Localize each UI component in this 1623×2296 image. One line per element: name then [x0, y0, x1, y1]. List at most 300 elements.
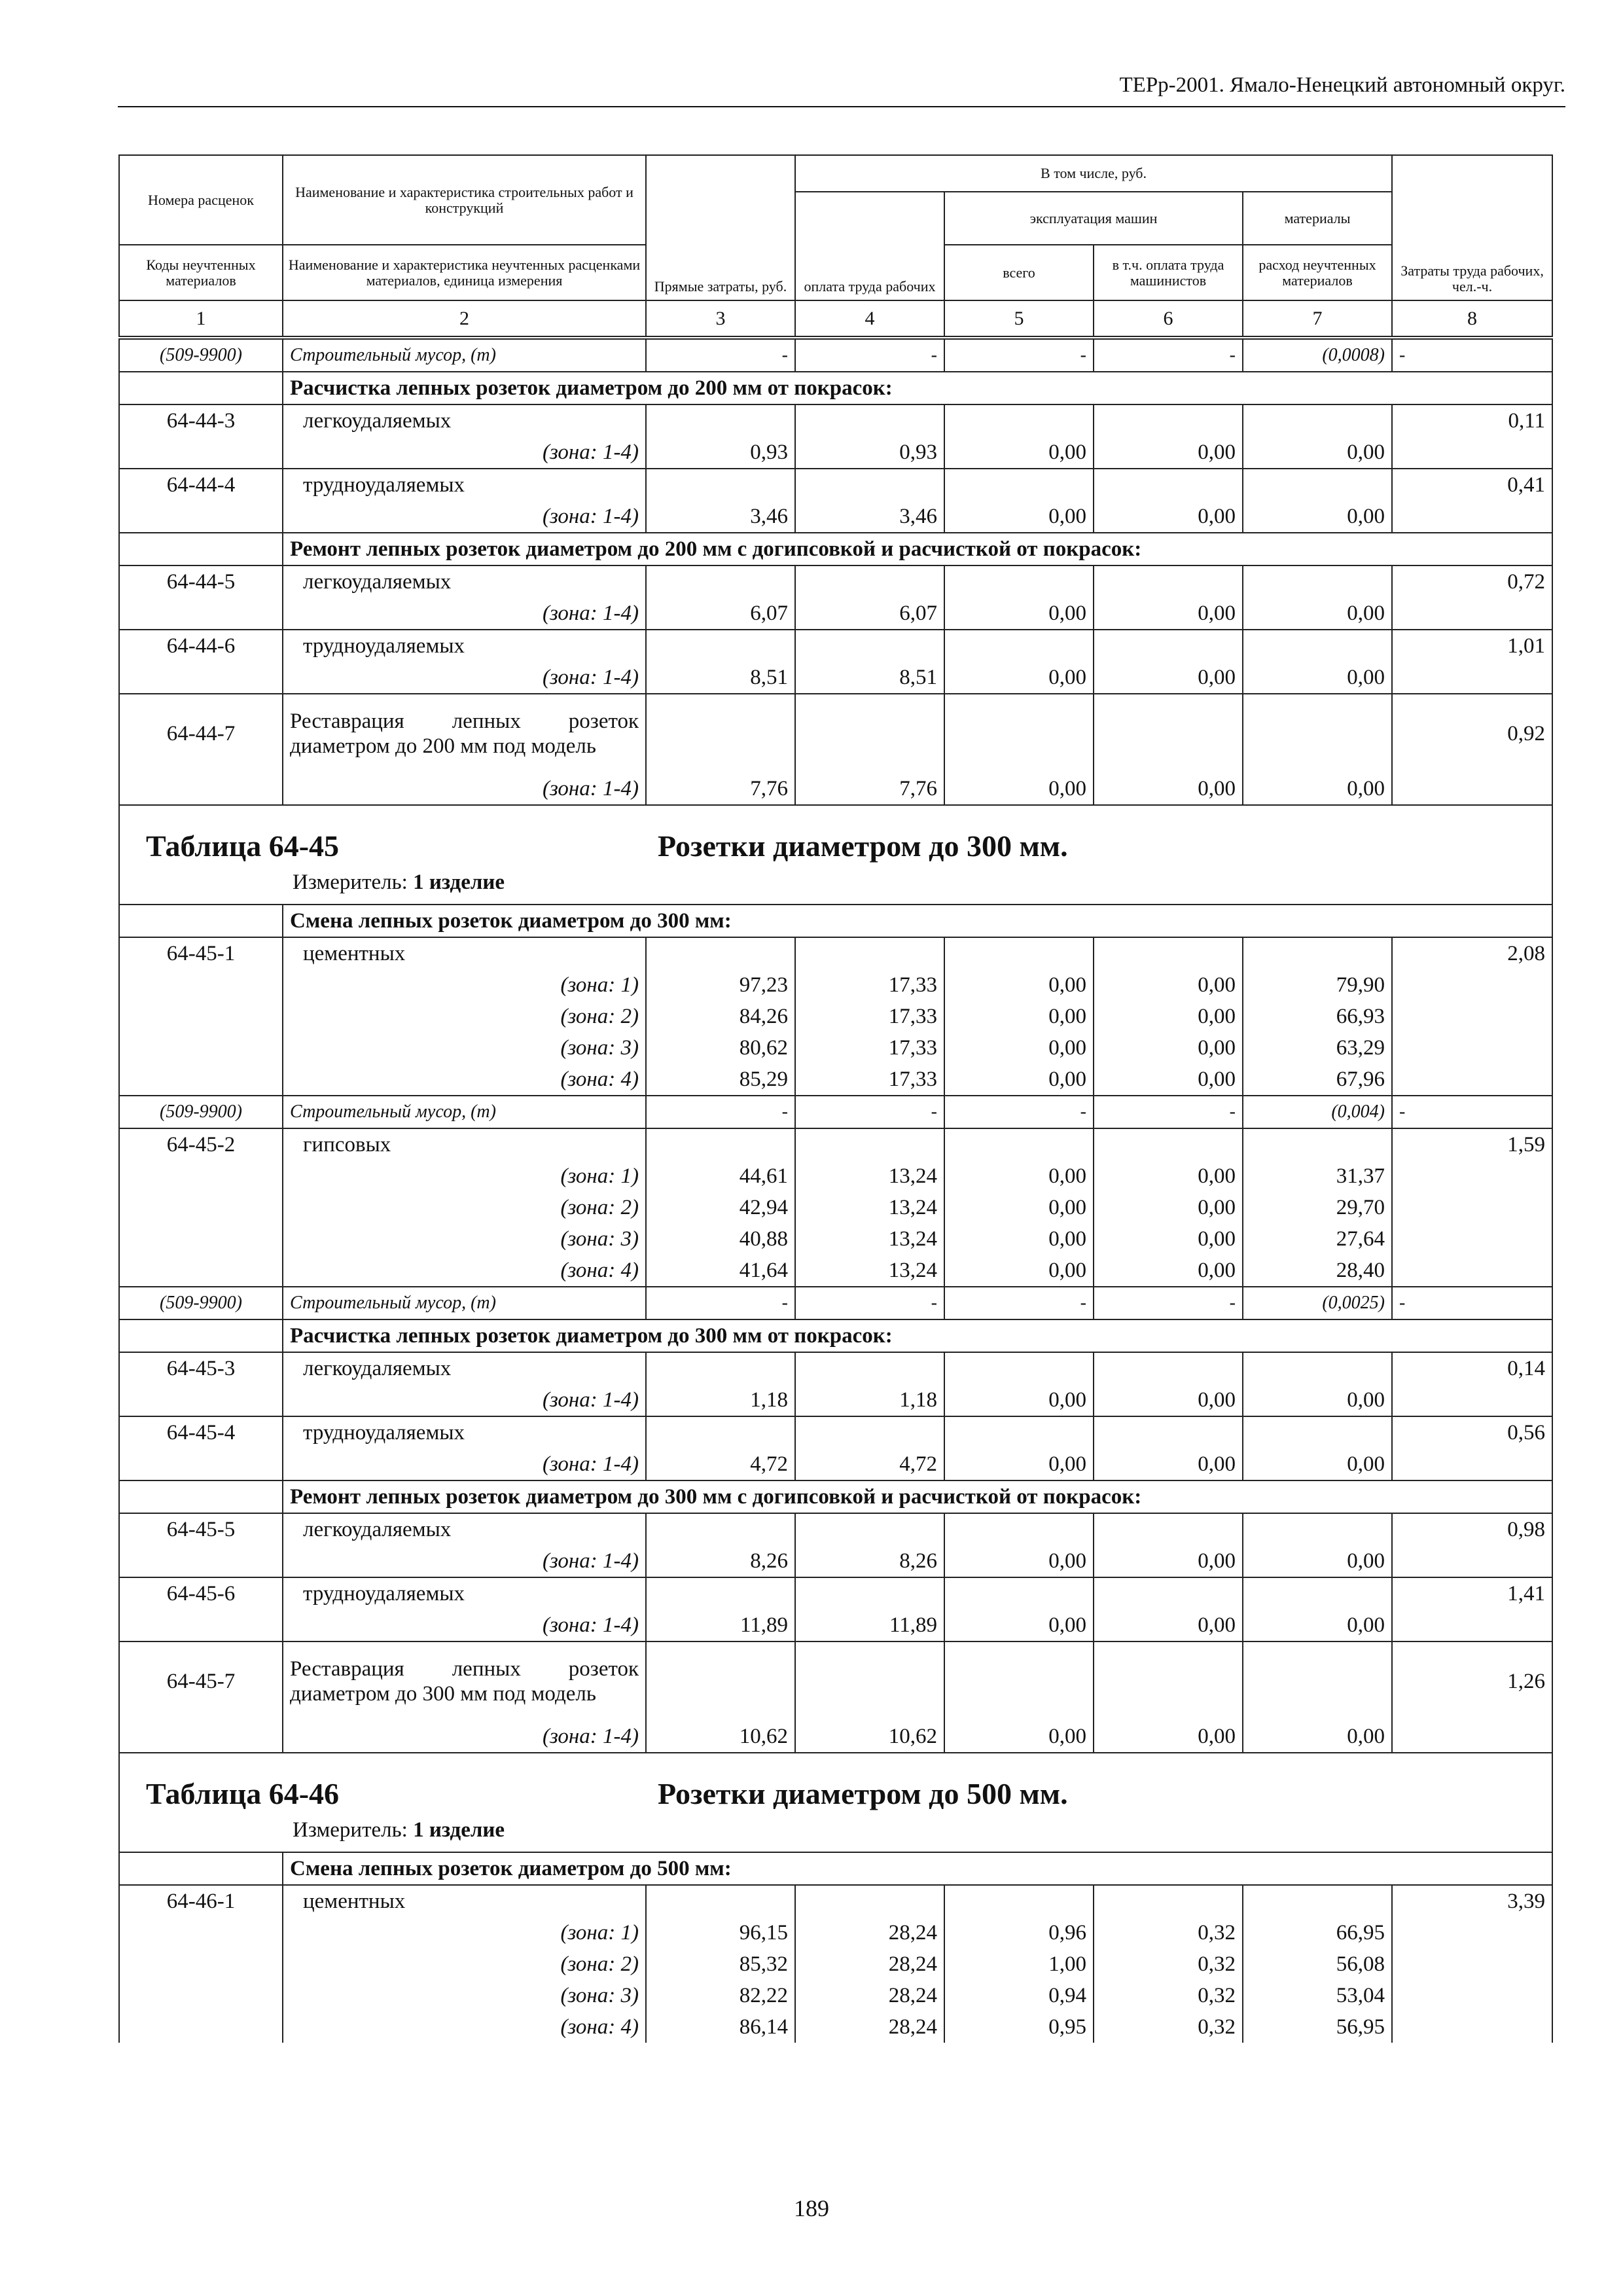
cell-material-use: 27,64: [1243, 1223, 1392, 1255]
empty-cell: [1243, 937, 1392, 969]
table-row: [119, 598, 1552, 630]
zone-label: (зона: 1-4): [283, 501, 646, 533]
rate-code: 64-44-6: [119, 630, 283, 662]
zone-label: (зона: 1-4): [283, 662, 646, 694]
empty-cell: [119, 372, 283, 404]
empty-cell: [1243, 694, 1392, 773]
cell-machines: 0,00: [944, 773, 1094, 805]
page-number: 189: [794, 2195, 829, 2221]
measure-value: 1 изделие: [413, 870, 505, 894]
empty-cell: [795, 1885, 944, 1917]
section-heading: Смена лепных розеток диаметром до 300 мм:: [283, 905, 1552, 937]
empty-cell: [1392, 1948, 1552, 1980]
table-row: [119, 339, 1552, 372]
cell-labor: 0,72: [1392, 565, 1552, 598]
zone-label: (зона: 1-4): [283, 1448, 646, 1480]
material-code: (509-9900): [119, 339, 283, 372]
cell-direct: 97,23: [646, 969, 795, 1001]
empty-cell: [119, 1255, 283, 1287]
col-number: 5: [944, 300, 1094, 336]
table-row: [119, 1641, 1552, 1721]
cell-worker-pay: -: [795, 1096, 944, 1128]
table-row: [119, 1192, 1552, 1223]
cell-machines: 0,95: [944, 2011, 1094, 2043]
section-heading-row: [119, 1319, 1552, 1352]
empty-cell: [119, 1545, 283, 1577]
rate-code: 64-45-1: [119, 937, 283, 969]
col-machines-group: эксплуатация машин: [944, 192, 1243, 245]
table-row: [119, 437, 1552, 469]
empty-cell: [1392, 1160, 1552, 1192]
cell-worker-pay: 17,33: [795, 969, 944, 1001]
zone-label: (зона: 4): [283, 1255, 646, 1287]
empty-cell: [1243, 469, 1392, 501]
empty-cell: [119, 969, 283, 1001]
table-title: Таблица 64-45: [146, 829, 340, 863]
empty-cell: [119, 2011, 283, 2043]
cell-worker-pay: 10,62: [795, 1721, 944, 1753]
cell-worker-pay: -: [795, 339, 944, 372]
rate-name: трудноудаляемых: [283, 469, 646, 501]
empty-cell: [119, 1448, 283, 1480]
rate-name: легкоудаляемых: [283, 1352, 646, 1384]
empty-cell: [119, 1852, 283, 1885]
table-row: [119, 969, 1552, 1001]
empty-cell: [944, 1641, 1094, 1721]
zone-label: (зона: 1-4): [283, 1384, 646, 1416]
rate-name: Реставрация лепных розеток диаметром до 300 мм под модель: [283, 1641, 646, 1721]
cell-direct: 84,26: [646, 1001, 795, 1032]
empty-cell: [119, 1480, 283, 1513]
table-row: [119, 662, 1552, 694]
cell-direct: -: [646, 1287, 795, 1319]
cell-direct: 86,14: [646, 2011, 795, 2043]
table-row: [119, 1513, 1552, 1545]
empty-cell: [1094, 1352, 1243, 1384]
col-codes: Коды неучтенных материалов: [119, 245, 283, 300]
cell-machinist-pay: -: [1094, 1287, 1243, 1319]
cell-direct: 10,62: [646, 1721, 795, 1753]
table-measure: [293, 1819, 505, 1841]
cell-worker-pay: 17,33: [795, 1032, 944, 1064]
cell-machines: 0,00: [944, 969, 1094, 1001]
column-header-table: [118, 154, 1553, 337]
table-row: [119, 1096, 1552, 1128]
cell-material-use: 0,00: [1243, 1448, 1392, 1480]
col-unaccounted-materials: расход неучтенных материалов: [1243, 245, 1392, 300]
cell-labor: -: [1392, 1287, 1552, 1319]
cell-direct: 7,76: [646, 773, 795, 805]
table-row: [119, 565, 1552, 598]
table-row: [119, 1545, 1552, 1577]
empty-cell: [1094, 1577, 1243, 1609]
cell-direct: 8,51: [646, 662, 795, 694]
col-labor-costs: Затраты труда рабочих, чел.-ч.: [1392, 155, 1552, 300]
cell-machines: 0,00: [944, 1064, 1094, 1096]
empty-cell: [1392, 969, 1552, 1001]
zone-label: (зона: 3): [283, 1032, 646, 1064]
empty-cell: [944, 404, 1094, 437]
cell-machines: 0,00: [944, 662, 1094, 694]
table-row: [119, 1609, 1552, 1641]
cell-direct: 42,94: [646, 1192, 795, 1223]
cell-machines: 0,00: [944, 1255, 1094, 1287]
section-heading-row: [119, 1480, 1552, 1513]
cell-machinist-pay: 0,00: [1094, 1192, 1243, 1223]
table-description: Розетки диаметром до 500 мм.: [658, 1777, 1068, 1810]
cell-machinist-pay: 0,00: [1094, 1721, 1243, 1753]
table-row: [119, 469, 1552, 501]
table-row: [119, 501, 1552, 533]
rate-name: трудноудаляемых: [283, 630, 646, 662]
cell-material-use: 0,00: [1243, 662, 1392, 694]
cell-labor: 1,01: [1392, 630, 1552, 662]
cell-worker-pay: 28,24: [795, 1980, 944, 2011]
empty-cell: [1392, 1721, 1552, 1753]
cell-machinist-pay: 0,00: [1094, 1064, 1243, 1096]
table-row: [119, 1255, 1552, 1287]
empty-cell: [795, 404, 944, 437]
empty-cell: [944, 1577, 1094, 1609]
empty-cell: [1392, 1448, 1552, 1480]
rates-table: [118, 338, 1553, 2043]
empty-cell: [1392, 1980, 1552, 2011]
cell-material-use: 63,29: [1243, 1032, 1392, 1064]
empty-cell: [1392, 1192, 1552, 1223]
table-row: [119, 1980, 1552, 2011]
table-row: [119, 1917, 1552, 1948]
empty-cell: [1243, 630, 1392, 662]
empty-cell: [646, 1641, 795, 1721]
cell-direct: 4,72: [646, 1448, 795, 1480]
section-heading-row: [119, 533, 1552, 565]
cell-machinist-pay: 0,00: [1094, 1609, 1243, 1641]
cell-direct: -: [646, 339, 795, 372]
zone-label: (зона: 1-4): [283, 598, 646, 630]
empty-cell: [795, 1352, 944, 1384]
table-row: [119, 630, 1552, 662]
measure-label: Измеритель:: [293, 1818, 408, 1842]
cell-worker-pay: 17,33: [795, 1064, 944, 1096]
table-row: [119, 1384, 1552, 1416]
cell-worker-pay: 13,24: [795, 1223, 944, 1255]
empty-cell: [1392, 662, 1552, 694]
cell-direct: 40,88: [646, 1223, 795, 1255]
cell-material-use: 28,40: [1243, 1255, 1392, 1287]
cell-direct: 3,46: [646, 501, 795, 533]
empty-cell: [1392, 1545, 1552, 1577]
rate-code: 64-44-7: [119, 694, 283, 773]
empty-cell: [646, 565, 795, 598]
empty-cell: [119, 1223, 283, 1255]
empty-cell: [795, 1641, 944, 1721]
cell-machines: 0,00: [944, 1001, 1094, 1032]
cell-labor: 0,56: [1392, 1416, 1552, 1448]
zone-label: (зона: 4): [283, 2011, 646, 2043]
cell-machines: 0,00: [944, 1192, 1094, 1223]
empty-cell: [119, 1160, 283, 1192]
table-description: Розетки диаметром до 300 мм.: [658, 829, 1068, 863]
col-machines-total: всего: [944, 245, 1094, 300]
cell-worker-pay: 8,51: [795, 662, 944, 694]
cell-machinist-pay: 0,00: [1094, 662, 1243, 694]
empty-cell: [795, 1128, 944, 1160]
cell-direct: 85,29: [646, 1064, 795, 1096]
cell-labor: 0,14: [1392, 1352, 1552, 1384]
table-row: [119, 1223, 1552, 1255]
zone-label: (зона: 3): [283, 1980, 646, 2011]
cell-material-use: 66,93: [1243, 1001, 1392, 1032]
empty-cell: [1094, 1513, 1243, 1545]
empty-cell: [646, 1352, 795, 1384]
empty-cell: [119, 1032, 283, 1064]
empty-cell: [119, 1319, 283, 1352]
empty-cell: [646, 1513, 795, 1545]
cell-machinist-pay: 0,00: [1094, 1160, 1243, 1192]
empty-cell: [1094, 404, 1243, 437]
cell-worker-pay: 8,26: [795, 1545, 944, 1577]
zone-label: (зона: 2): [283, 1001, 646, 1032]
empty-cell: [1392, 437, 1552, 469]
cell-material-use: 0,00: [1243, 1545, 1392, 1577]
empty-cell: [1392, 598, 1552, 630]
cell-direct: 96,15: [646, 1917, 795, 1948]
empty-cell: [1243, 1128, 1392, 1160]
cell-machinist-pay: 0,32: [1094, 1917, 1243, 1948]
table-row: [119, 2011, 1552, 2043]
rate-code: 64-44-4: [119, 469, 283, 501]
empty-cell: [1243, 1641, 1392, 1721]
table-title-row: [119, 805, 1552, 905]
material-code: (509-9900): [119, 1096, 283, 1128]
cell-worker-pay: 6,07: [795, 598, 944, 630]
cell-machines: 1,00: [944, 1948, 1094, 1980]
cell-worker-pay: 13,24: [795, 1255, 944, 1287]
empty-cell: [1094, 1885, 1243, 1917]
cell-direct: -: [646, 1096, 795, 1128]
cell-material-use: 0,00: [1243, 437, 1392, 469]
cell-machinist-pay: -: [1094, 339, 1243, 372]
cell-labor: 2,08: [1392, 937, 1552, 969]
empty-cell: [1094, 937, 1243, 969]
empty-cell: [944, 1128, 1094, 1160]
empty-cell: [646, 1577, 795, 1609]
col-materials-group: материалы: [1243, 192, 1392, 245]
cell-machines: 0,96: [944, 1917, 1094, 1948]
cell-material-use: 56,08: [1243, 1948, 1392, 1980]
empty-cell: [119, 1721, 283, 1753]
rate-code: 64-45-7: [119, 1641, 283, 1721]
rate-code: 64-45-5: [119, 1513, 283, 1545]
cell-machinist-pay: 0,00: [1094, 773, 1243, 805]
empty-cell: [1392, 1255, 1552, 1287]
table-row: [119, 1001, 1552, 1032]
table-row: [119, 1160, 1552, 1192]
section-heading-row: [119, 1852, 1552, 1885]
cell-material-use: 79,90: [1243, 969, 1392, 1001]
cell-machinist-pay: 0,00: [1094, 437, 1243, 469]
empty-cell: [1094, 694, 1243, 773]
empty-cell: [944, 1352, 1094, 1384]
cell-worker-pay: 11,89: [795, 1609, 944, 1641]
col-number: 6: [1094, 300, 1243, 336]
zone-label: (зона: 1-4): [283, 1545, 646, 1577]
table-row: [119, 694, 1552, 773]
col-number: 8: [1392, 300, 1552, 336]
table-row: [119, 1948, 1552, 1980]
cell-labor: 1,41: [1392, 1577, 1552, 1609]
empty-cell: [119, 1980, 283, 2011]
rate-name: легкоудаляемых: [283, 404, 646, 437]
cell-worker-pay: 0,93: [795, 437, 944, 469]
empty-cell: [1392, 773, 1552, 805]
empty-cell: [646, 469, 795, 501]
col-rate-numbers: Номера расценок: [119, 155, 283, 245]
cell-labor: -: [1392, 339, 1552, 372]
cell-material-use: 0,00: [1243, 501, 1392, 533]
cell-material-use: 31,37: [1243, 1160, 1392, 1192]
empty-cell: [119, 773, 283, 805]
cell-direct: 44,61: [646, 1160, 795, 1192]
empty-cell: [795, 1416, 944, 1448]
empty-cell: [1392, 1032, 1552, 1064]
empty-cell: [119, 598, 283, 630]
cell-worker-pay: 4,72: [795, 1448, 944, 1480]
empty-cell: [944, 694, 1094, 773]
empty-cell: [119, 437, 283, 469]
cell-direct: 11,89: [646, 1609, 795, 1641]
zone-label: (зона: 4): [283, 1064, 646, 1096]
empty-cell: [795, 630, 944, 662]
table-row: [119, 1287, 1552, 1319]
cell-direct: 8,26: [646, 1545, 795, 1577]
col-machinist-pay: в т.ч. оплата труда машинистов: [1094, 245, 1243, 300]
cell-machines: -: [944, 1287, 1094, 1319]
empty-cell: [795, 1577, 944, 1609]
empty-cell: [119, 1384, 283, 1416]
cell-direct: 6,07: [646, 598, 795, 630]
empty-cell: [119, 1192, 283, 1223]
rate-code: 64-45-2: [119, 1128, 283, 1160]
rate-name: гипсовых: [283, 1128, 646, 1160]
cell-labor: 3,39: [1392, 1885, 1552, 1917]
cell-labor: 1,59: [1392, 1128, 1552, 1160]
rate-code: 64-45-4: [119, 1416, 283, 1448]
material-name: Строительный мусор, (т): [283, 1096, 646, 1128]
empty-cell: [795, 937, 944, 969]
empty-cell: [1243, 1416, 1392, 1448]
rate-name: трудноудаляемых: [283, 1577, 646, 1609]
table-row: [119, 1448, 1552, 1480]
cell-direct: 0,93: [646, 437, 795, 469]
section-heading: Ремонт лепных розеток диаметром до 300 мм с догипсовкой и расчисткой от покрасок:: [283, 1480, 1552, 1513]
cell-worker-pay: 13,24: [795, 1160, 944, 1192]
empty-cell: [1392, 1917, 1552, 1948]
cell-material-use: 56,95: [1243, 2011, 1392, 2043]
measure-value: 1 изделие: [413, 1818, 505, 1842]
rate-name: Реставрация лепных розеток диаметром до 200 мм под модель: [283, 694, 646, 773]
cell-direct: 41,64: [646, 1255, 795, 1287]
empty-cell: [1094, 565, 1243, 598]
cell-worker-pay: 28,24: [795, 1917, 944, 1948]
cell-machines: -: [944, 339, 1094, 372]
empty-cell: [1392, 1064, 1552, 1096]
cell-machines: 0,00: [944, 1160, 1094, 1192]
cell-worker-pay: 1,18: [795, 1384, 944, 1416]
empty-cell: [119, 905, 283, 937]
empty-cell: [646, 1885, 795, 1917]
table-row: [119, 1128, 1552, 1160]
cell-machines: 0,00: [944, 1032, 1094, 1064]
empty-cell: [944, 1885, 1094, 1917]
section-heading: Расчистка лепных розеток диаметром до 300 мм от покрасок:: [283, 1319, 1552, 1352]
cell-machinist-pay: 0,00: [1094, 1384, 1243, 1416]
cell-machines: 0,00: [944, 1609, 1094, 1641]
zone-label: (зона: 1-4): [283, 437, 646, 469]
cell-machinist-pay: 0,00: [1094, 1448, 1243, 1480]
empty-cell: [119, 1917, 283, 1948]
empty-cell: [944, 937, 1094, 969]
cell-labor: 0,98: [1392, 1513, 1552, 1545]
table-row: [119, 1352, 1552, 1384]
empty-cell: [119, 1948, 283, 1980]
col-material-name: Наименование и характеристика неучтенных расценками материалов, единица измерения: [283, 245, 646, 300]
section-heading: Ремонт лепных розеток диаметром до 200 мм с догипсовкой и расчисткой от покрасок:: [283, 533, 1552, 565]
cell-material-use: 0,00: [1243, 598, 1392, 630]
empty-cell: [646, 404, 795, 437]
empty-cell: [1094, 469, 1243, 501]
col-number: 7: [1243, 300, 1392, 336]
empty-cell: [119, 1064, 283, 1096]
empty-cell: [1243, 1885, 1392, 1917]
cell-machinist-pay: -: [1094, 1096, 1243, 1128]
cell-worker-pay: 13,24: [795, 1192, 944, 1223]
cell-direct: 80,62: [646, 1032, 795, 1064]
cell-material-use: 66,95: [1243, 1917, 1392, 1948]
rate-name: цементных: [283, 1885, 646, 1917]
empty-cell: [1392, 1384, 1552, 1416]
table-row: [119, 1721, 1552, 1753]
cell-direct: 82,22: [646, 1980, 795, 2011]
empty-cell: [646, 694, 795, 773]
empty-cell: [646, 937, 795, 969]
col-direct-costs: Прямые затраты, руб.: [646, 155, 795, 300]
empty-cell: [1392, 1609, 1552, 1641]
cell-material-use: 0,00: [1243, 773, 1392, 805]
cell-material-use: 0,00: [1243, 1384, 1392, 1416]
cell-machines: 0,00: [944, 598, 1094, 630]
rate-name: легкоудаляемых: [283, 1513, 646, 1545]
cell-worker-pay: 28,24: [795, 1948, 944, 1980]
cell-labor: 0,92: [1392, 694, 1552, 773]
rate-code: 64-45-3: [119, 1352, 283, 1384]
cell-machinist-pay: 0,00: [1094, 1545, 1243, 1577]
cell-machines: 0,00: [944, 1448, 1094, 1480]
cell-worker-pay: 17,33: [795, 1001, 944, 1032]
empty-cell: [646, 630, 795, 662]
empty-cell: [795, 469, 944, 501]
col-number: 2: [283, 300, 646, 336]
col-worker-pay: оплата труда рабочих: [795, 192, 944, 300]
cell-machines: 0,00: [944, 501, 1094, 533]
col-included-group: В том числе, руб.: [795, 155, 1392, 192]
material-name: Строительный мусор, (т): [283, 1287, 646, 1319]
cell-machinist-pay: 0,00: [1094, 501, 1243, 533]
cell-labor: 0,41: [1392, 469, 1552, 501]
empty-cell: [944, 469, 1094, 501]
cell-direct: 85,32: [646, 1948, 795, 1980]
cell-worker-pay: 28,24: [795, 2011, 944, 2043]
